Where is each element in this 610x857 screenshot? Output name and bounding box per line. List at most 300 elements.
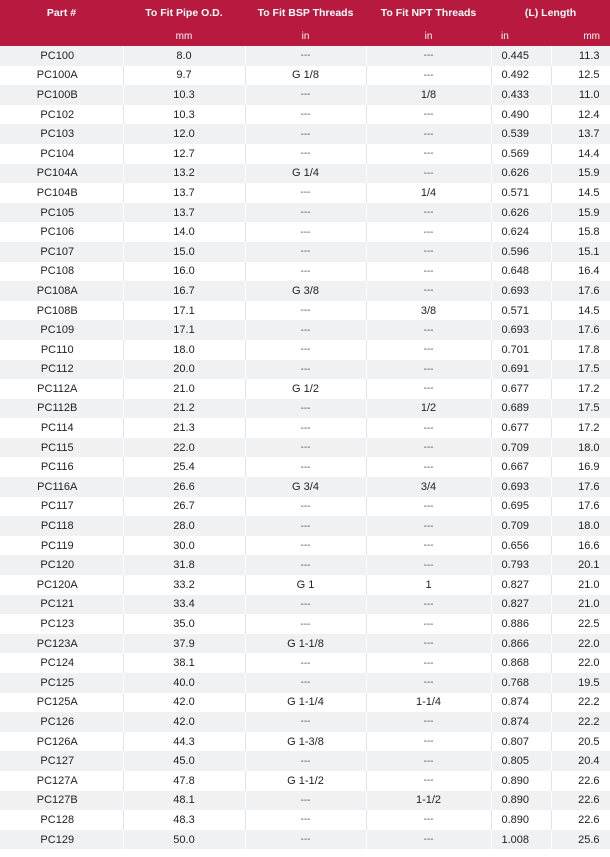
table-row xyxy=(0,164,610,184)
cell-length-mm: 22.6 xyxy=(551,810,610,830)
cell-npt-thread: --- xyxy=(366,614,491,634)
cell-npt-thread: --- xyxy=(366,457,491,477)
unit-part xyxy=(0,26,123,46)
cell-part-number: PC108B xyxy=(0,301,123,321)
table-row xyxy=(0,124,610,144)
cell-pipe-od: 10.3 xyxy=(123,85,245,105)
cell-pipe-od: 21.0 xyxy=(123,379,245,399)
table-row xyxy=(0,732,610,752)
cell-pipe-od: 33.4 xyxy=(123,595,245,615)
cell-length-in: 0.539 xyxy=(491,124,551,144)
cell-pipe-od: 18.0 xyxy=(123,340,245,360)
table-row xyxy=(0,360,610,380)
cell-pipe-od: 22.0 xyxy=(123,438,245,458)
cell-npt-thread: 3/8 xyxy=(366,301,491,321)
cell-length-in: 0.793 xyxy=(491,555,551,575)
cell-part-number: PC106 xyxy=(0,222,123,242)
cell-length-mm: 17.5 xyxy=(551,399,610,419)
header-npt-threads: To Fit NPT Threads xyxy=(366,0,491,26)
cell-length-in: 0.490 xyxy=(491,105,551,125)
cell-length-in: 0.701 xyxy=(491,340,551,360)
cell-part-number: PC110 xyxy=(0,340,123,360)
cell-length-in: 0.596 xyxy=(491,242,551,262)
table-row xyxy=(0,301,610,321)
cell-part-number: PC107 xyxy=(0,242,123,262)
cell-npt-thread: --- xyxy=(366,320,491,340)
cell-pipe-od: 14.0 xyxy=(123,222,245,242)
cell-npt-thread: --- xyxy=(366,536,491,556)
cell-bsp-thread: G 1-1/8 xyxy=(245,634,366,654)
cell-part-number: PC104 xyxy=(0,144,123,164)
cell-part-number: PC124 xyxy=(0,653,123,673)
table-row xyxy=(0,320,610,340)
cell-bsp-thread: --- xyxy=(245,614,366,634)
units-row xyxy=(0,26,610,46)
cell-part-number: PC126A xyxy=(0,732,123,752)
cell-length-in: 0.569 xyxy=(491,144,551,164)
cell-length-in: 0.709 xyxy=(491,516,551,536)
cell-part-number: PC123 xyxy=(0,614,123,634)
cell-length-in: 0.874 xyxy=(491,693,551,713)
table-row xyxy=(0,791,610,811)
cell-part-number: PC121 xyxy=(0,595,123,615)
cell-length-mm: 16.4 xyxy=(551,262,610,282)
table-row xyxy=(0,399,610,419)
cell-bsp-thread: G 3/8 xyxy=(245,281,366,301)
header-bsp-threads: To Fit BSP Threads xyxy=(245,0,366,26)
table-row xyxy=(0,105,610,125)
table-row xyxy=(0,222,610,242)
cell-npt-thread: --- xyxy=(366,203,491,223)
cell-bsp-thread: --- xyxy=(245,791,366,811)
cell-npt-thread: --- xyxy=(366,46,491,66)
cell-length-in: 0.874 xyxy=(491,712,551,732)
cell-length-mm: 16.6 xyxy=(551,536,610,556)
cell-length-mm: 14.5 xyxy=(551,183,610,203)
cell-length-in: 0.890 xyxy=(491,771,551,791)
cell-length-in: 0.677 xyxy=(491,379,551,399)
cell-bsp-thread: --- xyxy=(245,46,366,66)
cell-part-number: PC127 xyxy=(0,751,123,771)
cell-npt-thread: --- xyxy=(366,771,491,791)
cell-pipe-od: 21.2 xyxy=(123,399,245,419)
cell-bsp-thread: --- xyxy=(245,418,366,438)
cell-pipe-od: 30.0 xyxy=(123,536,245,556)
cell-bsp-thread: --- xyxy=(245,712,366,732)
cell-bsp-thread: --- xyxy=(245,751,366,771)
cell-bsp-thread: G 1-1/4 xyxy=(245,693,366,713)
cell-part-number: PC108 xyxy=(0,262,123,282)
cell-length-in: 0.695 xyxy=(491,497,551,517)
header-pipe-od: To Fit Pipe O.D. xyxy=(123,0,245,26)
unit-length-in: in xyxy=(491,26,551,46)
cell-part-number: PC100A xyxy=(0,66,123,86)
cell-pipe-od: 21.3 xyxy=(123,418,245,438)
cell-bsp-thread: --- xyxy=(245,262,366,282)
cell-pipe-od: 10.3 xyxy=(123,105,245,125)
cell-pipe-od: 17.1 xyxy=(123,320,245,340)
cell-part-number: PC127A xyxy=(0,771,123,791)
cell-pipe-od: 48.1 xyxy=(123,791,245,811)
table-body xyxy=(0,46,610,849)
cell-length-mm: 17.2 xyxy=(551,418,610,438)
cell-pipe-od: 45.0 xyxy=(123,751,245,771)
cell-npt-thread: --- xyxy=(366,751,491,771)
cell-npt-thread: --- xyxy=(366,516,491,536)
cell-length-mm: 21.0 xyxy=(551,575,610,595)
cell-bsp-thread: --- xyxy=(245,830,366,850)
cell-bsp-thread: G 1-3/8 xyxy=(245,732,366,752)
cell-bsp-thread: --- xyxy=(245,438,366,458)
cell-pipe-od: 25.4 xyxy=(123,457,245,477)
cell-length-mm: 16.9 xyxy=(551,457,610,477)
cell-bsp-thread: --- xyxy=(245,516,366,536)
cell-part-number: PC126 xyxy=(0,712,123,732)
cell-bsp-thread: --- xyxy=(245,497,366,517)
table-row xyxy=(0,653,610,673)
cell-length-mm: 11.3 xyxy=(551,46,610,66)
cell-part-number: PC103 xyxy=(0,124,123,144)
cell-bsp-thread: --- xyxy=(245,105,366,125)
cell-bsp-thread: --- xyxy=(245,124,366,144)
cell-length-mm: 20.4 xyxy=(551,751,610,771)
cell-length-mm: 13.7 xyxy=(551,124,610,144)
cell-part-number: PC119 xyxy=(0,536,123,556)
cell-pipe-od: 38.1 xyxy=(123,653,245,673)
cell-bsp-thread: --- xyxy=(245,399,366,419)
cell-npt-thread: --- xyxy=(366,732,491,752)
cell-part-number: PC116 xyxy=(0,457,123,477)
cell-part-number: PC116A xyxy=(0,477,123,497)
cell-part-number: PC128 xyxy=(0,810,123,830)
cell-bsp-thread: --- xyxy=(245,85,366,105)
cell-bsp-thread: --- xyxy=(245,203,366,223)
unit-bsp: in xyxy=(245,26,366,46)
cell-npt-thread: 1/8 xyxy=(366,85,491,105)
cell-length-mm: 22.2 xyxy=(551,693,610,713)
table-row xyxy=(0,810,610,830)
table-row xyxy=(0,457,610,477)
cell-npt-thread: --- xyxy=(366,634,491,654)
cell-length-in: 0.866 xyxy=(491,634,551,654)
cell-part-number: PC100B xyxy=(0,85,123,105)
cell-npt-thread: --- xyxy=(366,497,491,517)
cell-length-in: 0.691 xyxy=(491,360,551,380)
cell-pipe-od: 37.9 xyxy=(123,634,245,654)
cell-npt-thread: --- xyxy=(366,595,491,615)
cell-npt-thread: 1-1/4 xyxy=(366,693,491,713)
table-row xyxy=(0,418,610,438)
cell-length-in: 0.656 xyxy=(491,536,551,556)
cell-length-in: 0.693 xyxy=(491,281,551,301)
cell-pipe-od: 44.3 xyxy=(123,732,245,752)
cell-bsp-thread: G 1/4 xyxy=(245,164,366,184)
cell-length-in: 0.709 xyxy=(491,438,551,458)
cell-pipe-od: 50.0 xyxy=(123,830,245,850)
cell-length-mm: 15.9 xyxy=(551,164,610,184)
cell-bsp-thread: --- xyxy=(245,144,366,164)
cell-length-mm: 22.2 xyxy=(551,712,610,732)
cell-bsp-thread: G 1-1/2 xyxy=(245,771,366,791)
cell-length-in: 0.827 xyxy=(491,595,551,615)
cell-length-in: 0.433 xyxy=(491,85,551,105)
cell-length-in: 0.827 xyxy=(491,575,551,595)
table-row xyxy=(0,203,610,223)
cell-pipe-od: 26.6 xyxy=(123,477,245,497)
table-row xyxy=(0,281,610,301)
cell-length-mm: 21.0 xyxy=(551,595,610,615)
cell-bsp-thread: --- xyxy=(245,457,366,477)
header-part: Part # xyxy=(0,0,123,26)
cell-bsp-thread: G 1 xyxy=(245,575,366,595)
unit-npt: in xyxy=(366,26,491,46)
cell-pipe-od: 35.0 xyxy=(123,614,245,634)
cell-part-number: PC115 xyxy=(0,438,123,458)
table-row xyxy=(0,379,610,399)
table-row xyxy=(0,340,610,360)
cell-length-in: 0.571 xyxy=(491,183,551,203)
table-row xyxy=(0,438,610,458)
cell-length-in: 0.677 xyxy=(491,418,551,438)
table-row xyxy=(0,595,610,615)
table-row xyxy=(0,183,610,203)
cell-length-in: 1.008 xyxy=(491,830,551,850)
cell-length-in: 0.626 xyxy=(491,164,551,184)
cell-part-number: PC108A xyxy=(0,281,123,301)
cell-length-mm: 20.1 xyxy=(551,555,610,575)
cell-bsp-thread: --- xyxy=(245,360,366,380)
cell-pipe-od: 12.0 xyxy=(123,124,245,144)
cell-length-mm: 22.6 xyxy=(551,771,610,791)
cell-npt-thread: --- xyxy=(366,673,491,693)
table-row xyxy=(0,497,610,517)
cell-part-number: PC104A xyxy=(0,164,123,184)
cell-npt-thread: --- xyxy=(366,810,491,830)
cell-length-mm: 15.8 xyxy=(551,222,610,242)
cell-length-in: 0.886 xyxy=(491,614,551,634)
unit-pipe-od: mm xyxy=(123,26,245,46)
cell-length-in: 0.693 xyxy=(491,320,551,340)
cell-part-number: PC129 xyxy=(0,830,123,850)
cell-length-in: 0.868 xyxy=(491,653,551,673)
cell-bsp-thread: --- xyxy=(245,536,366,556)
cell-npt-thread: --- xyxy=(366,242,491,262)
cell-part-number: PC104B xyxy=(0,183,123,203)
cell-length-in: 0.693 xyxy=(491,477,551,497)
cell-length-mm: 12.4 xyxy=(551,105,610,125)
cell-length-mm: 12.5 xyxy=(551,66,610,86)
cell-length-in: 0.571 xyxy=(491,301,551,321)
cell-npt-thread: --- xyxy=(366,222,491,242)
cell-bsp-thread: --- xyxy=(245,183,366,203)
cell-length-in: 0.667 xyxy=(491,457,551,477)
cell-length-in: 0.626 xyxy=(491,203,551,223)
cell-npt-thread: 1-1/2 xyxy=(366,791,491,811)
cell-length-mm: 17.6 xyxy=(551,477,610,497)
cell-npt-thread: --- xyxy=(366,262,491,282)
cell-part-number: PC100 xyxy=(0,46,123,66)
cell-npt-thread: --- xyxy=(366,144,491,164)
table-row xyxy=(0,242,610,262)
cell-npt-thread: 1 xyxy=(366,575,491,595)
cell-pipe-od: 16.7 xyxy=(123,281,245,301)
cell-bsp-thread: --- xyxy=(245,320,366,340)
cell-length-mm: 14.4 xyxy=(551,144,610,164)
cell-length-mm: 15.1 xyxy=(551,242,610,262)
cell-length-mm: 11.0 xyxy=(551,85,610,105)
cell-pipe-od: 13.2 xyxy=(123,164,245,184)
cell-npt-thread: --- xyxy=(366,124,491,144)
cell-pipe-od: 9.7 xyxy=(123,66,245,86)
cell-part-number: PC125 xyxy=(0,673,123,693)
cell-bsp-thread: --- xyxy=(245,653,366,673)
cell-part-number: PC123A xyxy=(0,634,123,654)
cell-bsp-thread: G 1/8 xyxy=(245,66,366,86)
cell-length-mm: 18.0 xyxy=(551,438,610,458)
cell-part-number: PC112B xyxy=(0,399,123,419)
cell-length-mm: 17.6 xyxy=(551,497,610,517)
cell-pipe-od: 20.0 xyxy=(123,360,245,380)
cell-length-in: 0.890 xyxy=(491,810,551,830)
cell-length-in: 0.807 xyxy=(491,732,551,752)
cell-npt-thread: --- xyxy=(366,438,491,458)
cell-length-in: 0.648 xyxy=(491,262,551,282)
cell-npt-thread: --- xyxy=(366,360,491,380)
table-row xyxy=(0,751,610,771)
cell-bsp-thread: G 3/4 xyxy=(245,477,366,497)
cell-bsp-thread: --- xyxy=(245,810,366,830)
table-row xyxy=(0,712,610,732)
cell-length-mm: 17.6 xyxy=(551,281,610,301)
cell-part-number: PC120 xyxy=(0,555,123,575)
cell-pipe-od: 8.0 xyxy=(123,46,245,66)
cell-pipe-od: 17.1 xyxy=(123,301,245,321)
cell-pipe-od: 40.0 xyxy=(123,673,245,693)
table-row xyxy=(0,262,610,282)
table-row xyxy=(0,516,610,536)
table-row xyxy=(0,575,610,595)
cell-length-in: 0.624 xyxy=(491,222,551,242)
cell-length-mm: 17.5 xyxy=(551,360,610,380)
cell-npt-thread: --- xyxy=(366,712,491,732)
cell-npt-thread: --- xyxy=(366,555,491,575)
cell-part-number: PC109 xyxy=(0,320,123,340)
cell-length-mm: 22.6 xyxy=(551,791,610,811)
cell-pipe-od: 12.7 xyxy=(123,144,245,164)
cell-bsp-thread: --- xyxy=(245,595,366,615)
cell-pipe-od: 13.7 xyxy=(123,183,245,203)
cell-pipe-od: 48.3 xyxy=(123,810,245,830)
cell-npt-thread: 1/4 xyxy=(366,183,491,203)
cell-bsp-thread: --- xyxy=(245,242,366,262)
cell-part-number: PC120A xyxy=(0,575,123,595)
cell-part-number: PC112 xyxy=(0,360,123,380)
cell-npt-thread: --- xyxy=(366,105,491,125)
table-row xyxy=(0,477,610,497)
cell-length-in: 0.890 xyxy=(491,791,551,811)
cell-part-number: PC127B xyxy=(0,791,123,811)
cell-npt-thread: --- xyxy=(366,653,491,673)
cell-length-mm: 25.6 xyxy=(551,830,610,850)
cell-length-mm: 20.5 xyxy=(551,732,610,752)
cell-npt-thread: --- xyxy=(366,281,491,301)
cell-length-in: 0.768 xyxy=(491,673,551,693)
cell-pipe-od: 42.0 xyxy=(123,693,245,713)
cell-npt-thread: --- xyxy=(366,379,491,399)
cell-length-mm: 17.8 xyxy=(551,340,610,360)
table-row xyxy=(0,536,610,556)
cell-length-mm: 22.5 xyxy=(551,614,610,634)
cell-bsp-thread: --- xyxy=(245,301,366,321)
cell-bsp-thread: --- xyxy=(245,673,366,693)
cell-bsp-thread: --- xyxy=(245,340,366,360)
cell-length-in: 0.689 xyxy=(491,399,551,419)
cell-length-mm: 22.0 xyxy=(551,634,610,654)
cell-pipe-od: 33.2 xyxy=(123,575,245,595)
cell-pipe-od: 47.8 xyxy=(123,771,245,791)
cell-npt-thread: --- xyxy=(366,164,491,184)
table-row xyxy=(0,771,610,791)
cell-pipe-od: 28.0 xyxy=(123,516,245,536)
cell-pipe-od: 31.8 xyxy=(123,555,245,575)
header-row xyxy=(0,0,610,26)
table-row xyxy=(0,634,610,654)
cell-pipe-od: 13.7 xyxy=(123,203,245,223)
cell-npt-thread: --- xyxy=(366,418,491,438)
table-row xyxy=(0,693,610,713)
cell-npt-thread: --- xyxy=(366,340,491,360)
unit-length-mm: mm xyxy=(551,26,610,46)
cell-part-number: PC102 xyxy=(0,105,123,125)
cell-length-in: 0.492 xyxy=(491,66,551,86)
cell-bsp-thread: --- xyxy=(245,222,366,242)
cell-length-mm: 22.0 xyxy=(551,653,610,673)
cell-pipe-od: 15.0 xyxy=(123,242,245,262)
cell-length-mm: 15.9 xyxy=(551,203,610,223)
cell-part-number: PC117 xyxy=(0,497,123,517)
cell-part-number: PC105 xyxy=(0,203,123,223)
cell-npt-thread: 1/2 xyxy=(366,399,491,419)
table-row xyxy=(0,66,610,86)
cell-length-in: 0.445 xyxy=(491,46,551,66)
table-row xyxy=(0,614,610,634)
table-row xyxy=(0,673,610,693)
cell-length-in: 0.805 xyxy=(491,751,551,771)
table-row xyxy=(0,830,610,850)
cell-length-mm: 18.0 xyxy=(551,516,610,536)
cell-part-number: PC114 xyxy=(0,418,123,438)
cell-part-number: PC112A xyxy=(0,379,123,399)
cell-pipe-od: 42.0 xyxy=(123,712,245,732)
cell-length-mm: 17.2 xyxy=(551,379,610,399)
table-row xyxy=(0,85,610,105)
cell-length-mm: 19.5 xyxy=(551,673,610,693)
table-row xyxy=(0,555,610,575)
table-header xyxy=(0,0,610,46)
cell-pipe-od: 16.0 xyxy=(123,262,245,282)
header-length: (L) Length xyxy=(491,0,610,26)
cell-bsp-thread: --- xyxy=(245,555,366,575)
cell-part-number: PC118 xyxy=(0,516,123,536)
table-row xyxy=(0,144,610,164)
cell-npt-thread: --- xyxy=(366,830,491,850)
cell-bsp-thread: G 1/2 xyxy=(245,379,366,399)
cell-npt-thread: 3/4 xyxy=(366,477,491,497)
cell-npt-thread: --- xyxy=(366,66,491,86)
cell-length-mm: 17.6 xyxy=(551,320,610,340)
cell-length-mm: 14.5 xyxy=(551,301,610,321)
table-row xyxy=(0,46,610,66)
